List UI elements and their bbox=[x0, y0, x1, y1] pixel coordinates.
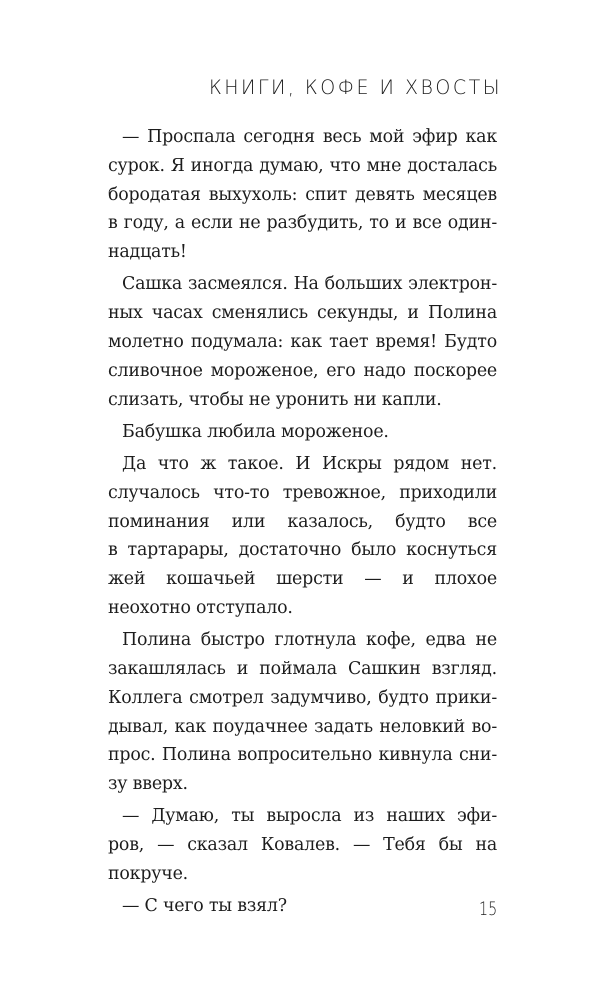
text-line: Сашка засмеялся. На больших электрон- bbox=[122, 274, 497, 295]
paragraph bbox=[108, 450, 497, 623]
text-line: Полина быстро глотнула кофе, едва не bbox=[122, 630, 497, 651]
text-line: — Думаю, ты выросла из наших эфи- bbox=[122, 806, 497, 827]
text-line: Коллега смотрел задумчиво, будто прики- bbox=[108, 687, 497, 708]
paragraph bbox=[108, 123, 497, 267]
paragraph bbox=[108, 418, 497, 447]
text-line: Да что ж такое. И Искры рядом нет. bbox=[122, 453, 497, 474]
text-line: ных часах сменялись секунды, и Полина bbox=[108, 303, 497, 324]
text-line: случалось что-то тревожное, приходили bbox=[108, 482, 497, 503]
text-line: ров, — сказал Ковалев. — Тебя бы на bbox=[108, 835, 497, 856]
text-line: прос. Полина вопросительно кивнула сни- bbox=[108, 745, 497, 766]
text-line: дывал, как поудачнее задать неловкий во- bbox=[108, 716, 497, 737]
page-number: 15 bbox=[478, 898, 497, 920]
running-head: КНИГИ, КОФЕ И ХВОСТЫ bbox=[208, 76, 502, 100]
text-line: слизать, чтобы не уронить ни капли. bbox=[108, 389, 442, 410]
paragraph bbox=[108, 892, 497, 921]
text-line: покруче. bbox=[108, 863, 189, 884]
text-line: закашлялась и поймала Сашкин взгляд. bbox=[108, 658, 497, 679]
text-line: Бабушка любила мороженое. bbox=[122, 421, 389, 442]
text-line: зу вверх. bbox=[108, 774, 188, 795]
paragraph bbox=[108, 626, 497, 799]
text-line: неохотно отступало. bbox=[108, 597, 293, 618]
text-line: надцать! bbox=[108, 242, 187, 263]
text-line: — Проспала сегодня весь мой эфир как bbox=[122, 127, 497, 147]
text-line: сурок. Я иногда думаю, что мне досталась bbox=[108, 155, 497, 176]
text-line: поминания или казалось, будто все bbox=[108, 511, 497, 532]
text-line: в тартарары, достаточно было коснуться bbox=[108, 540, 497, 561]
body-text bbox=[108, 123, 497, 924]
text-line: жей кошачьей шерсти — и плохое bbox=[108, 569, 497, 590]
paragraph bbox=[108, 802, 497, 888]
text-line: молетно подумала: как тает время! Будто bbox=[108, 331, 497, 352]
text-line: — С чего ты взял? bbox=[122, 896, 287, 917]
text-line: сливочное мороженое, его надо поскорее bbox=[108, 360, 497, 381]
paragraph bbox=[108, 270, 497, 414]
text-line: бородатая выхухоль: спит девять месяцев bbox=[108, 184, 497, 205]
text-line: в году, а если не разбудить, то и все один- bbox=[108, 213, 497, 234]
